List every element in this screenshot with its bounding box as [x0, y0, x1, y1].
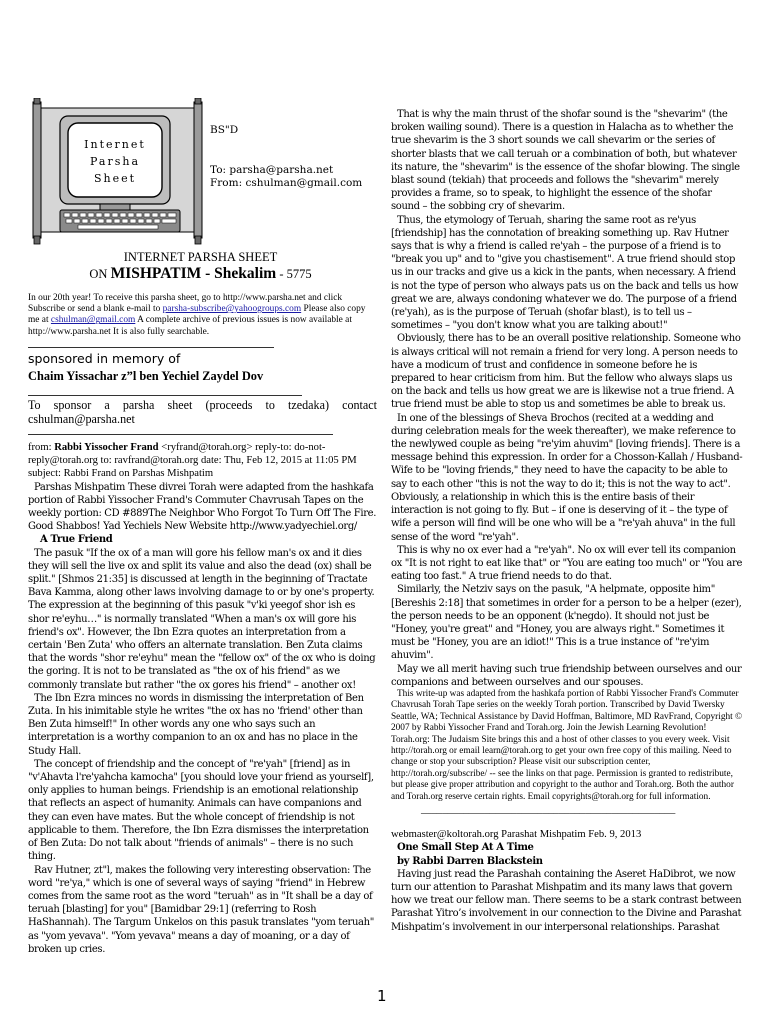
- parsha-title-on: ON: [89, 267, 108, 281]
- email-meta: [28, 441, 378, 481]
- contact-email-link[interactable]: cshulman@gmail.com: [50, 315, 136, 326]
- paragraph: The pasuk "If the ox of a man will gore his fellow man's ox and it dies they will sell the live ox and split its value and also the dead (ox) shall be split." [Shmos 21:35] is discussed at length in the beginning of Tractate Bava Kamma, along other laws involving damage to or by one's property. The expression at the beginning of this pasuk "v'ki yeegof shor ish es shor re'eyhu…" is normally translated "When a man's ox will gore his friend's ox". However, the Ibn Ezra quotes an interpretation from a certain 'Ben Zuta' who offers an alternate translation. Ben Zuta claims that the words "shor re'eyhu" mean the "fellow ox" of the ox who is doing the goring. It is not to be translated as "the ox of his friend" as we commonly translate but rather "the ox gores his friend" – another ox!: [28, 547, 376, 691]
- intro-paragraph: [28, 293, 374, 338]
- from-line: From: cshulman@gmail.com: [210, 177, 363, 189]
- paragraph: May we all merit having such true friendship between ourselves and our companions and between ourselves and our spouses.: [391, 663, 742, 688]
- internet-parsha-sheet-logo: [30, 98, 205, 246]
- page-number: 1: [377, 987, 387, 1005]
- meta-from-name: Rabbi Yissocher Frand: [54, 442, 159, 453]
- divider: [28, 434, 333, 435]
- intro-note: Parshas Mishpatim These divrei Torah were adapted from the hashkafa portion of Rabbi Yissocher Frand's Commuter Chavrusah Tapes on the weekly portion: CD #889The Neighbor Who Forgot To Turn Off The Fire. Good Shabbos! Yad Yechiels New Website http://www.yadyechiel.org/: [28, 481, 377, 533]
- logo-text-parsha: Parsha: [89, 155, 141, 168]
- parsha-title-name: MISHPATIM - Shekalim: [110, 265, 277, 282]
- paragraph: The concept of friendship and the concept of "re'yah" [friend] as in "v'Ahavta l're'yahcha kamocha" [you should love your friend as yourself], only applies to human beings. Friendship is an emotional relationship that reflects an aspect of humanity. Animals can have companions and they can even have mates. But the whole concept of friendship is not applicable to them. Therefore, the Ibn Ezra dismisses the interpretation of Ben Zuta: Do not talk about "friends of animals" – there is no such thing.: [28, 758, 374, 863]
- sponsor-contact: To sponsor a parsha sheet (proceeds to tzedaka) contact: [28, 398, 377, 412]
- subscribe-email-link[interactable]: parsha-subscribe@yahoogroups.com: [162, 304, 302, 315]
- copyright-blurb: This write-up was adapted from the hashkafa portion of Rabbi Yissocher Frand's Commuter Chavrusah Torah Tape series on the weekly Torah portion. Transcribed by David Twersky Seattle, WA; Technical Assistance by David Hoffman, Baltimore, MD RavFrand, Copyright © 2007 by Rabbi Yissocher Frand and Torah.org. Join the Jewish Learning Revolution! Torah.org: The Judaism Site brings this and a host of other classes to you every week. Visit http://torah.org or email learn@torah.org to get your own free copy of this mailing. Need to change or stop your subscription? Please visit our subscription center, http://torah.org/subscribe/ -- see the links on that page. Permission is granted to redistribute, but please give proper attribution and copyright to the author and Torah.org. Both the author and Torah.org reserve certain rights. Email copyrights@torah.org for full information.: [391, 688, 743, 802]
- column-left: [28, 441, 378, 956]
- divider-line: ________________________________________________: [421, 804, 676, 815]
- divider: [28, 347, 274, 348]
- paragraph: Having just read the Parashah containing the Aseret HaDibrot, we now turn our attention to Parashat Mishpatim and its many laws that govern how we treat our fellow man. There seems to be a stark contrast between Parashat Yitro’s involvement in our connection to the Divine and Parashat Mishpatim’s involvement in our interpersonal relationships. Parashat: [391, 868, 742, 933]
- paragraph: In one of the blessings of Sheva Brochos (recited at a wedding and during celebration meals for the week thereafter), we make reference to the newlywed couple as being "re'yim ahuvim" [loving friends]. There is a message behind this expression. In order for a Chosson-Kallah / Husband-Wife to be "loving friends," they need to have the capacity to be able to say to each other "this is not the way to do it; this is not the way to act". Obviously, a relationship in which this is the entire basis of their interaction is not going to fly. But – if one is deserving of it – the type of wife a person will find will be one who will be a "re'yah ahuva" in the full sense of the word "re'yah".: [391, 412, 743, 543]
- column-right: [391, 108, 743, 934]
- intro-text-1: In our 20th year! To receive this parsha sheet, go to http://www.parsha.net and click Subscribe or send a blank e-mail to: [28, 293, 343, 315]
- sponsor-contact-email: cshulman@parsha.net: [28, 412, 135, 426]
- bsd-label: BS"D: [210, 124, 239, 136]
- intro-text-3: A complete archive of previous issues is now available at http://www.parsha.net It is also fully searchable.: [28, 315, 352, 337]
- paragraph: This is why no ox ever had a "re'yah". No ox will ever tell its companion ox "It is not right to eat like that" or "You are eating too much" or "You are eating too fast." A true friend needs to do that.: [391, 544, 743, 583]
- logo-text-sheet: Sheet: [93, 172, 137, 185]
- article-heading: A True Friend: [40, 534, 113, 546]
- intro-text-2: Please also copy me at: [28, 304, 366, 326]
- sponsor-heading: sponsored in memory of: [28, 351, 181, 366]
- sheet-title: INTERNET PARSHA SHEET: [123, 250, 278, 264]
- meta-rest: <ryfrand@torah.org> reply-to: do-not-reply@torah.org to: ravfrand@torah.org date: Thu, Feb 12, 2015 at 11:05 PM subject: Rabbi Frand on Parshas Mishpatim: [28, 442, 357, 480]
- to-line: To: parsha@parsha.net: [210, 164, 334, 176]
- parsha-title: [28, 265, 373, 283]
- paragraph: The Ibn Ezra minces no words in dismissing the interpretation of Ben Zuta. In his inimitable style he writes "the ox has no 'friend' other than Ben Zuta himself!" In other words any one who says such an interpretation is a worthy companion to an ox and has no place in the Study Hall.: [28, 692, 364, 757]
- paragraph: Rav Hutner, zt"l, makes the following very interesting observation: The word "re'ya," which is one of several ways of saying "friend" in Hebrew comes from the same root as the word "teruah" as in "It shall be a day of teruah [blasting] for you" [Bamidbar 29:1] (referring to Rosh HaShannah). The Targum Unkelos on this pasuk translates "yom teruah" as "yom yevava". "Yom yevava" means a day of moaning, or a day of broken up cries.: [28, 864, 375, 955]
- paragraph: Similarly, the Netziv says on the pasuk, "A helpmate, opposite him" [Bereshis 2:18] that sometimes in order for a person to be a helper (ezer), the person needs to be an opponent (k'negdo). It should not just be "Honey, you're great" and "Honey, you are always right." Sometimes it must be "Honey, you are an idiot!" This is a true instance of "re'yim ahuvim".: [391, 584, 742, 662]
- logo-text-internet: Internet: [84, 138, 146, 151]
- paragraph: Obviously, there has to be an overall positive relationship. Someone who is always critical will not remain a friend for very long. A person needs to have a modicum of trust and confidence in someone before he is prepared to hear criticism from him. But the fellow who always slaps us on the back and tells us how great we are is likewise not a true friend. A true friend must be able to stop us and sometimes be able to break us.: [391, 333, 741, 411]
- parsha-title-year: - 5775: [279, 267, 312, 281]
- sponsor-name: Chaim Yissachar z”l ben Yechiel Zaydel Dov: [28, 369, 264, 383]
- meta-from-label: from:: [28, 442, 55, 453]
- paragraph: Thus, the etymology of Teruah, sharing the same root as re'yus [friendship] has the connotation of breaking something up. Rav Hutner says that is why a friend is called re'yah – the purpose of a friend is to "break you up" and to "give you chastisement". A true friend should stop us in our tracks and give us a kick in the pants, when necessary. A friend is not the type of person who always pats us on the back and tells us how great we are, always condoning whatever we do. The purpose of a friend (re'yah), as is the purpose of Teruah (shofar blast), is to tell us – sometimes – "you don't know what you are talking about!": [391, 214, 739, 332]
- article-meta: webmaster@koltorah.org Parashat Mishpatim Feb. 9, 2013: [391, 829, 642, 841]
- divider: [28, 395, 302, 396]
- article-heading: One Small Step At A Time: [397, 842, 534, 854]
- article-author: by Rabbi Darren Blackstein: [397, 855, 543, 867]
- paragraph: That is why the main thrust of the shofar sound is the "shevarim" (the broken wailing sound). There is a question in Halacha as to whether the true shevarim is the 3 short sounds we call shevarim or the series of shorter blasts that we call teruah or a combination of both, but whatever its nature, the "shevarim" is the essence of the shofar blowing. The single blast sound (tekiah) that proceeds and follows the "shevarim" merely provides a frame, so to speak, to highlight the essence of the shofar sound – the sobbing cry of shevarim.: [391, 109, 740, 213]
